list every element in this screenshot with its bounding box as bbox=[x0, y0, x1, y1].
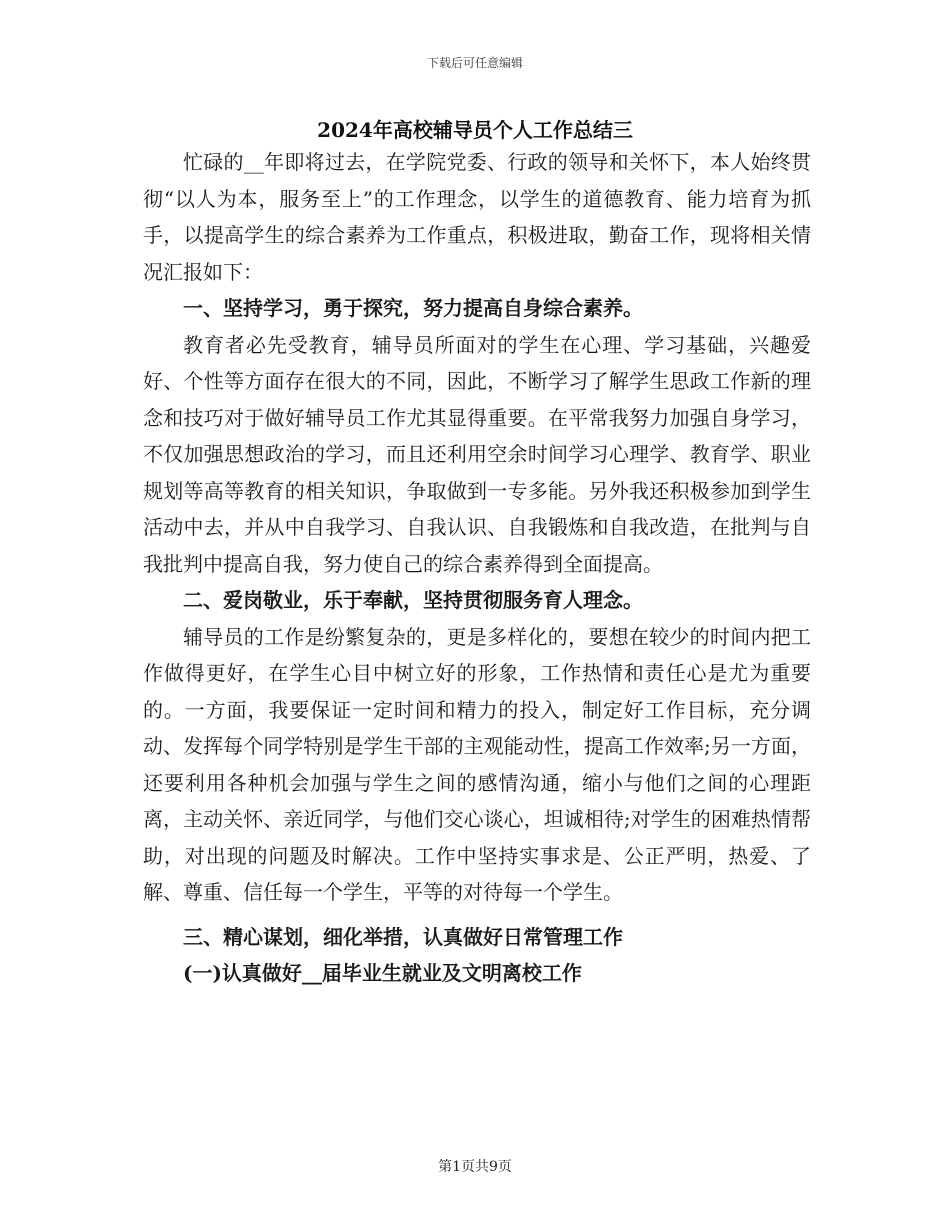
document-title: 2024年高校辅导员个人工作总结三 bbox=[317, 118, 633, 142]
section-heading-3: 三、精心谋划，细化举措，认真做好日常管理工作 bbox=[183, 924, 623, 949]
section-2-paragraph: 辅导员的工作是纷繁复杂的，更是多样化的，要想在较少的时间内把工作做得更好，在学生心目中树立好的形象，工作热情和责任心是尤为重要的。一方面，我要保证一定时间和精力的投入，制定好工作目标，充分调动、发挥每个同学特别是学生干部的主观能动性，提高工作效率;另一方面，还要利用各种机会加强与学生之间的感情沟通，缩小与他们之间的心理距离，主动关怀、亲近同学，与他们交心谈心，坦诚相待;对学生的困难热情帮助，对出现的问题及时解决。工作中坚持实事求是、公正严明，热爱、了解、尊重、信任每一个学生，平等的对待每一个学生。 bbox=[143, 624, 811, 904]
sub-heading-3-1: (一)认真做好__届毕业生就业及文明离校工作 bbox=[183, 961, 582, 985]
section-1-paragraph: 教育者必先受教育，辅导员所面对的学生在心理、学习基础，兴趣爱好、个性等方面存在很大的不同，因此，不断学习了解学生思政工作新的理念和技巧对于做好辅导员工作尤其显得重要。在平常我努力加强自身学习，不仅加强思想政治的学习，而且还利用空余时间学习心理学、教育学、职业规划等高等教育的相关知识，争取做到一专多能。另外我还积极参加到学生活动中去，并从中自我学习、自我认识、自我锻炼和自我改造，在批判与自我批判中提高自我，努力使自己的综合素养得到全面提高。 bbox=[143, 332, 811, 576]
document-body bbox=[143, 144, 811, 992]
section-heading-2: 二、爱岗敬业，乐于奉献，坚持贯彻服务育人理念。 bbox=[183, 588, 643, 612]
page-number: 第1页共9页 bbox=[438, 1159, 512, 1175]
intro-paragraph: 忙碌的__年即将过去，在学院党委、行政的领导和关怀下，本人始终贯彻“以人为本，服务至上”的工作理念，以学生的道德教育、能力培育为抓手，以提高学生的综合素养为工作重点，积极进取，勤奋工作，现将相关情况汇报如下： bbox=[143, 150, 811, 284]
download-note: 下载后可任意编辑 bbox=[426, 56, 523, 70]
section-heading-1: 一、坚持学习，勇于探究，努力提高自身综合素养。 bbox=[183, 296, 643, 320]
